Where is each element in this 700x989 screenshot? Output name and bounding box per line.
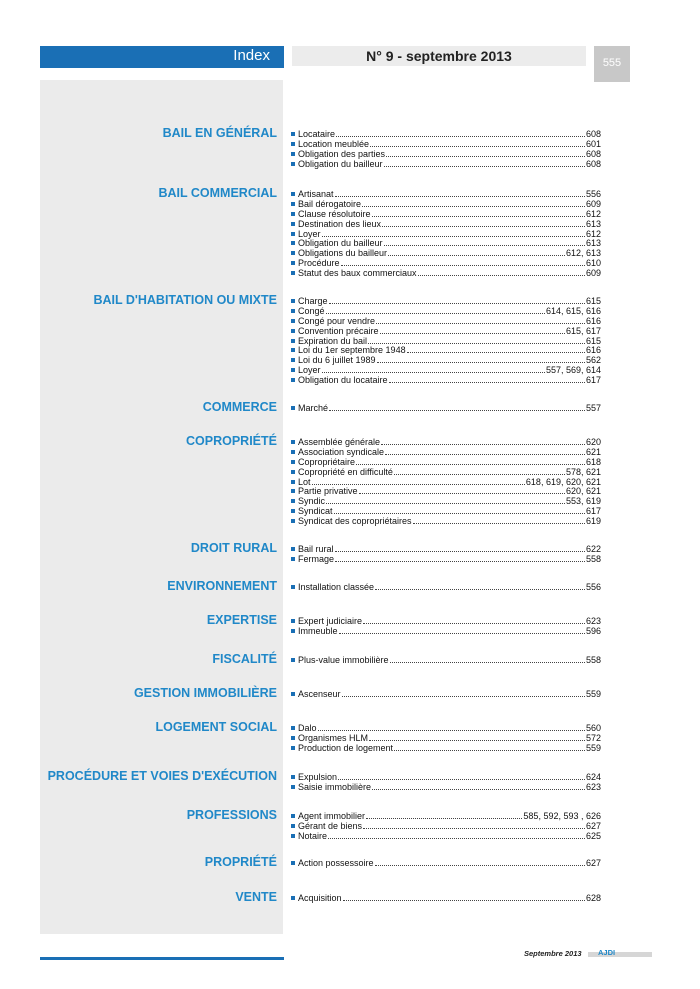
index-entry bbox=[291, 772, 601, 782]
square-bullet-icon bbox=[291, 162, 295, 166]
square-bullet-icon bbox=[291, 658, 295, 662]
entry-pages: 612, 613 bbox=[565, 248, 601, 259]
index-entry bbox=[291, 743, 601, 753]
entry-pages: 618 bbox=[585, 456, 601, 467]
entry-pages: 601 bbox=[585, 138, 601, 149]
category-title: EXPERTISE bbox=[206, 613, 277, 627]
entry-pages: 627 bbox=[585, 858, 601, 868]
dot-leader bbox=[328, 831, 585, 839]
entry-pages: 608 bbox=[585, 129, 601, 139]
category-entries bbox=[291, 689, 601, 699]
entry-label: Immeuble bbox=[298, 625, 338, 636]
index-entry bbox=[291, 355, 601, 365]
dot-leader bbox=[322, 365, 545, 373]
square-bullet-icon bbox=[291, 142, 295, 146]
entry-pages: 558 bbox=[585, 655, 601, 665]
square-bullet-icon bbox=[291, 726, 295, 730]
entry-pages: 620, 621 bbox=[565, 486, 601, 497]
entry-pages: 572 bbox=[585, 732, 601, 743]
section-title: Index bbox=[233, 47, 270, 64]
index-entry bbox=[291, 437, 601, 447]
category-title: GESTION IMMOBILIÈRE bbox=[133, 686, 277, 700]
page-number-box bbox=[594, 46, 630, 82]
entry-pages: 609 bbox=[585, 198, 601, 209]
entry-pages: 558 bbox=[585, 553, 601, 564]
entry-pages: 616 bbox=[585, 315, 601, 326]
dot-leader bbox=[382, 219, 585, 227]
entry-pages: 560 bbox=[585, 723, 601, 733]
entry-pages: 559 bbox=[585, 689, 601, 699]
dot-leader bbox=[343, 893, 585, 901]
index-entry bbox=[291, 811, 601, 821]
dot-leader bbox=[318, 723, 585, 731]
square-bullet-icon bbox=[291, 202, 295, 206]
entry-pages: 559 bbox=[585, 742, 601, 753]
footer-date: Septembre 2013 bbox=[524, 949, 582, 958]
entry-pages: 557 bbox=[585, 403, 601, 413]
entry-label: Clause résolutoire bbox=[298, 208, 371, 219]
entry-pages: 556 bbox=[585, 189, 601, 199]
category-entries bbox=[291, 811, 601, 841]
square-bullet-icon bbox=[291, 619, 295, 623]
dot-leader bbox=[380, 326, 565, 334]
category-entries bbox=[291, 616, 601, 636]
entry-label: Statut des baux commerciaux bbox=[298, 268, 417, 279]
category-entries bbox=[291, 544, 601, 564]
entry-label: Installation classée bbox=[298, 582, 375, 592]
entry-pages: 614, 615, 616 bbox=[545, 305, 601, 316]
entry-label: Obligations du bailleur bbox=[298, 248, 388, 259]
square-bullet-icon bbox=[291, 785, 295, 789]
dot-leader bbox=[334, 506, 585, 514]
dot-leader bbox=[312, 477, 525, 485]
dot-leader bbox=[372, 209, 585, 217]
index-entry bbox=[291, 626, 601, 636]
square-bullet-icon bbox=[291, 519, 295, 523]
index-entry bbox=[291, 326, 601, 336]
entry-pages: 613 bbox=[585, 218, 601, 229]
square-bullet-icon bbox=[291, 152, 295, 156]
index-entry bbox=[291, 689, 601, 699]
index-entry bbox=[291, 129, 601, 139]
square-bullet-icon bbox=[291, 460, 295, 464]
dot-leader bbox=[326, 306, 545, 314]
index-entry bbox=[291, 238, 601, 248]
entry-pages: 628 bbox=[585, 893, 601, 903]
square-bullet-icon bbox=[291, 470, 295, 474]
index-entry bbox=[291, 477, 601, 487]
index-entry bbox=[291, 616, 601, 626]
entry-label: Expiration du bail bbox=[298, 335, 368, 346]
square-bullet-icon bbox=[291, 814, 295, 818]
dot-leader bbox=[342, 689, 585, 697]
square-bullet-icon bbox=[291, 557, 295, 561]
category-entries bbox=[291, 772, 601, 792]
dot-leader bbox=[377, 355, 585, 363]
index-entry bbox=[291, 403, 601, 413]
square-bullet-icon bbox=[291, 824, 295, 828]
dot-leader bbox=[363, 821, 585, 829]
index-entry bbox=[291, 268, 601, 278]
category-title: BAIL COMMERCIAL bbox=[158, 186, 277, 200]
square-bullet-icon bbox=[291, 319, 295, 323]
entry-pages: 615 bbox=[585, 296, 601, 306]
dot-leader bbox=[369, 733, 585, 741]
entry-pages: 578, 621 bbox=[565, 466, 601, 477]
square-bullet-icon bbox=[291, 339, 295, 343]
category-title: PROFESSIONS bbox=[186, 808, 277, 822]
entry-pages: 624 bbox=[585, 772, 601, 782]
index-entry bbox=[291, 858, 601, 868]
entry-label: Congé bbox=[298, 305, 325, 316]
entry-pages: 618, 619, 620, 621 bbox=[525, 476, 601, 487]
index-entry bbox=[291, 229, 601, 239]
entry-pages: 610 bbox=[585, 258, 601, 269]
entry-label: Expulsion bbox=[298, 772, 338, 782]
dot-leader bbox=[341, 258, 585, 266]
entry-label: Saisie immobilière bbox=[298, 781, 372, 792]
entry-label: Bail rural bbox=[298, 544, 334, 554]
dot-leader bbox=[390, 655, 585, 663]
index-entry bbox=[291, 723, 601, 733]
index-entry bbox=[291, 296, 601, 306]
dot-leader bbox=[376, 316, 585, 324]
entry-label: Assemblée générale bbox=[298, 437, 381, 447]
entry-pages: 562 bbox=[585, 355, 601, 366]
category-title: FISCALITÉ bbox=[212, 652, 277, 666]
entry-label: Agent immobilier bbox=[298, 811, 366, 821]
page-number: 555 bbox=[602, 57, 622, 69]
entry-label: Action possessoire bbox=[298, 858, 374, 868]
entry-pages: 553, 619 bbox=[565, 496, 601, 507]
square-bullet-icon bbox=[291, 232, 295, 236]
category-entries bbox=[291, 189, 601, 278]
entry-pages: 623 bbox=[585, 616, 601, 626]
entry-label: Partie privative bbox=[298, 486, 358, 497]
square-bullet-icon bbox=[291, 241, 295, 245]
entry-pages: 596 bbox=[585, 625, 601, 636]
square-bullet-icon bbox=[291, 222, 295, 226]
dot-leader bbox=[335, 544, 585, 552]
square-bullet-icon bbox=[291, 348, 295, 352]
square-bullet-icon bbox=[291, 299, 295, 303]
category-title: BAIL D'HABITATION OU MIXTE bbox=[93, 293, 277, 307]
dot-leader bbox=[339, 626, 585, 634]
dot-leader bbox=[407, 345, 585, 353]
square-bullet-icon bbox=[291, 406, 295, 410]
entry-label: Congé pour vendre bbox=[298, 315, 376, 326]
index-entry bbox=[291, 219, 601, 229]
square-bullet-icon bbox=[291, 309, 295, 313]
dot-leader bbox=[394, 743, 585, 751]
dot-leader bbox=[329, 403, 585, 411]
square-bullet-icon bbox=[291, 834, 295, 838]
entry-pages: 622 bbox=[585, 544, 601, 554]
entry-label: Bail dérogatoire bbox=[298, 198, 362, 209]
dot-leader bbox=[363, 616, 585, 624]
index-entry bbox=[291, 345, 601, 355]
entry-label: Artisanat bbox=[298, 189, 334, 199]
category-entries bbox=[291, 403, 601, 413]
square-bullet-icon bbox=[291, 132, 295, 136]
footer-rule bbox=[40, 957, 284, 960]
entry-pages: 612 bbox=[585, 208, 601, 219]
index-entry bbox=[291, 782, 601, 792]
index-entry bbox=[291, 149, 601, 159]
square-bullet-icon bbox=[291, 629, 295, 633]
category-title: COPROPRIÉTÉ bbox=[186, 434, 277, 448]
square-bullet-icon bbox=[291, 775, 295, 779]
entry-label: Production de logement bbox=[298, 742, 394, 753]
entry-label: Obligation du bailleur bbox=[298, 158, 383, 169]
category-title: ENVIRONNEMENT bbox=[167, 579, 277, 593]
index-entry bbox=[291, 248, 601, 258]
dot-leader bbox=[356, 457, 585, 465]
dot-leader bbox=[385, 447, 585, 455]
entry-label: Fermage bbox=[298, 553, 335, 564]
entry-label: Procédure bbox=[298, 258, 340, 269]
index-entry bbox=[291, 316, 601, 326]
category-title: LOGEMENT SOCIAL bbox=[155, 720, 277, 734]
entry-label: Copropriété en difficulté bbox=[298, 466, 393, 477]
entry-pages: 612 bbox=[585, 228, 601, 239]
dot-leader bbox=[359, 486, 565, 494]
entry-label: Obligation du bailleur bbox=[298, 238, 383, 249]
entry-pages: 623 bbox=[585, 781, 601, 792]
square-bullet-icon bbox=[291, 358, 295, 362]
section-header bbox=[40, 46, 284, 68]
square-bullet-icon bbox=[291, 736, 295, 740]
index-entry bbox=[291, 159, 601, 169]
entry-label: Notaire bbox=[298, 830, 328, 841]
square-bullet-icon bbox=[291, 251, 295, 255]
dot-leader bbox=[370, 139, 585, 147]
square-bullet-icon bbox=[291, 378, 295, 382]
issue-title: N° 9 - septembre 2013 bbox=[366, 48, 512, 64]
entry-pages: 613 bbox=[585, 238, 601, 249]
entry-label: Loi du 6 juillet 1989 bbox=[298, 355, 376, 366]
entry-label: Syndicat bbox=[298, 506, 333, 517]
category-panel bbox=[40, 80, 283, 934]
entry-pages: 617 bbox=[585, 506, 601, 517]
square-bullet-icon bbox=[291, 329, 295, 333]
category-title: DROIT RURAL bbox=[190, 541, 277, 555]
index-entry bbox=[291, 516, 601, 526]
index-entry bbox=[291, 199, 601, 209]
entry-label: Plus-value immobilière bbox=[298, 655, 389, 665]
square-bullet-icon bbox=[291, 261, 295, 265]
index-entry bbox=[291, 447, 601, 457]
entry-pages: 625 bbox=[585, 830, 601, 841]
square-bullet-icon bbox=[291, 480, 295, 484]
dot-leader bbox=[336, 129, 585, 137]
index-entry bbox=[291, 365, 601, 375]
entry-pages: 615, 617 bbox=[565, 325, 601, 336]
entry-label: Dalo bbox=[298, 723, 317, 733]
index-entry bbox=[291, 457, 601, 467]
square-bullet-icon bbox=[291, 585, 295, 589]
dot-leader bbox=[413, 516, 585, 524]
category-title: BAIL EN GÉNÉRAL bbox=[162, 126, 277, 140]
dot-leader bbox=[418, 268, 585, 276]
dot-leader bbox=[326, 496, 565, 504]
index-entry bbox=[291, 258, 601, 268]
index-entry bbox=[291, 336, 601, 346]
dot-leader bbox=[384, 159, 585, 167]
entry-label: Expert judiciaire bbox=[298, 616, 363, 626]
dot-leader bbox=[335, 554, 585, 562]
square-bullet-icon bbox=[291, 499, 295, 503]
category-entries bbox=[291, 437, 601, 526]
index-entry bbox=[291, 554, 601, 564]
entry-label: Convention précaire bbox=[298, 325, 379, 336]
entry-label: Association syndicale bbox=[298, 446, 385, 457]
square-bullet-icon bbox=[291, 368, 295, 372]
category-entries bbox=[291, 582, 601, 592]
category-title: PROPRIÉTÉ bbox=[204, 855, 277, 869]
entry-label: Obligation du locataire bbox=[298, 375, 388, 386]
entry-label: Locataire bbox=[298, 129, 336, 139]
dot-leader bbox=[372, 782, 585, 790]
entry-pages: 557, 569, 614 bbox=[545, 365, 601, 376]
entry-label: Charge bbox=[298, 296, 328, 306]
dot-leader bbox=[388, 248, 565, 256]
dot-leader bbox=[368, 336, 585, 344]
entry-label: Loyer bbox=[298, 228, 321, 239]
entry-pages: 619 bbox=[585, 516, 601, 527]
footer-brand: AJDI bbox=[598, 948, 616, 957]
index-entry bbox=[291, 506, 601, 516]
dot-leader bbox=[394, 467, 565, 475]
entry-pages: 627 bbox=[585, 820, 601, 831]
category-entries bbox=[291, 723, 601, 753]
category-title: VENTE bbox=[235, 890, 277, 904]
index-entry bbox=[291, 821, 601, 831]
entry-label: Syndicat des copropriétaires bbox=[298, 516, 412, 527]
square-bullet-icon bbox=[291, 861, 295, 865]
square-bullet-icon bbox=[291, 896, 295, 900]
category-title: COMMERCE bbox=[202, 400, 277, 414]
square-bullet-icon bbox=[291, 489, 295, 493]
index-entry bbox=[291, 486, 601, 496]
entry-pages: 556 bbox=[585, 582, 601, 592]
index-entry bbox=[291, 306, 601, 316]
index-entry bbox=[291, 655, 601, 665]
entry-label: Obligation des parties bbox=[298, 148, 386, 159]
square-bullet-icon bbox=[291, 746, 295, 750]
dot-leader bbox=[329, 296, 585, 304]
index-entry bbox=[291, 375, 601, 385]
entry-pages: 620 bbox=[585, 437, 601, 447]
entry-pages: 615 bbox=[585, 335, 601, 346]
entry-label: Loi du 1er septembre 1948 bbox=[298, 345, 406, 356]
index-entry bbox=[291, 893, 601, 903]
square-bullet-icon bbox=[291, 212, 295, 216]
category-title: PROCÉDURE ET VOIES D'EXÉCUTION bbox=[47, 769, 277, 783]
issue-header bbox=[292, 46, 586, 66]
entry-pages: 616 bbox=[585, 345, 601, 356]
index-entry bbox=[291, 209, 601, 219]
square-bullet-icon bbox=[291, 271, 295, 275]
category-entries bbox=[291, 296, 601, 385]
entry-label: Loyer bbox=[298, 365, 321, 376]
category-entries bbox=[291, 129, 601, 169]
index-entry bbox=[291, 189, 601, 199]
entry-label: Syndic bbox=[298, 496, 326, 507]
entry-pages: 621 bbox=[585, 446, 601, 457]
dot-leader bbox=[386, 149, 585, 157]
square-bullet-icon bbox=[291, 547, 295, 551]
dot-leader bbox=[375, 582, 585, 590]
entry-label: Ascenseur bbox=[298, 689, 341, 699]
index-entry bbox=[291, 831, 601, 841]
entry-pages: 608 bbox=[585, 148, 601, 159]
entry-label: Gérant de biens bbox=[298, 820, 363, 831]
dot-leader bbox=[389, 375, 585, 383]
entry-pages: 609 bbox=[585, 268, 601, 279]
category-entries bbox=[291, 893, 601, 903]
index-entry bbox=[291, 496, 601, 506]
square-bullet-icon bbox=[291, 509, 295, 513]
entry-label: Acquisition bbox=[298, 893, 342, 903]
square-bullet-icon bbox=[291, 192, 295, 196]
entry-pages: 608 bbox=[585, 158, 601, 169]
dot-leader bbox=[375, 858, 585, 866]
category-entries bbox=[291, 858, 601, 868]
index-entry bbox=[291, 139, 601, 149]
entry-label: Lot bbox=[298, 476, 311, 487]
dot-leader bbox=[384, 238, 585, 246]
index-entry bbox=[291, 467, 601, 477]
entry-label: Organismes HLM bbox=[298, 732, 369, 743]
dot-leader bbox=[338, 772, 585, 780]
dot-leader bbox=[335, 189, 585, 197]
square-bullet-icon bbox=[291, 692, 295, 696]
square-bullet-icon bbox=[291, 450, 295, 454]
dot-leader bbox=[381, 437, 585, 445]
dot-leader bbox=[322, 229, 585, 237]
square-bullet-icon bbox=[291, 440, 295, 444]
entry-label: Marché bbox=[298, 403, 329, 413]
index-entry bbox=[291, 733, 601, 743]
entry-label: Location meublée bbox=[298, 138, 370, 149]
entry-label: Copropriétaire bbox=[298, 456, 356, 467]
index-entry bbox=[291, 582, 601, 592]
category-entries bbox=[291, 655, 601, 665]
index-entry bbox=[291, 544, 601, 554]
entry-label: Destination des lieux bbox=[298, 218, 382, 229]
entry-pages: 617 bbox=[585, 375, 601, 386]
dot-leader bbox=[362, 199, 585, 207]
entry-pages: 585, 592, 593 , 626 bbox=[523, 811, 601, 821]
dot-leader bbox=[366, 811, 522, 819]
